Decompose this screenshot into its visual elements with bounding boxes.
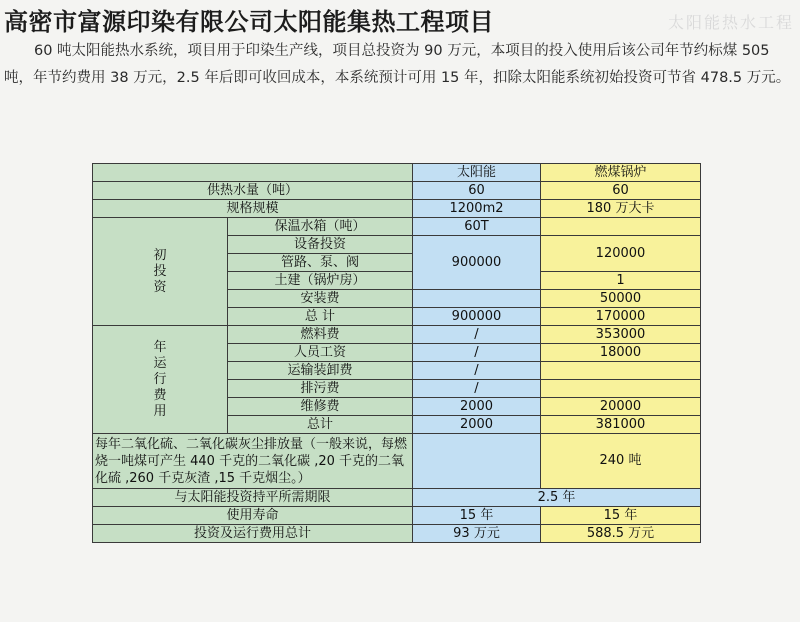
boiler-init-total: 170000	[541, 308, 701, 326]
group-char: 用	[153, 403, 167, 419]
solar-transport: /	[413, 362, 541, 380]
label-repair: 维修费	[228, 398, 413, 416]
solar-labor: /	[413, 344, 541, 362]
boiler-fuel: 353000	[541, 326, 701, 344]
label-transport: 运输装卸费	[228, 362, 413, 380]
label-tank: 保温水箱（吨）	[228, 218, 413, 236]
group-char: 投	[153, 263, 167, 279]
group-char: 年	[153, 339, 167, 355]
label-spec: 规格规模	[93, 200, 413, 218]
solar-sewage: /	[413, 380, 541, 398]
solar-repair: 2000	[413, 398, 541, 416]
header-solar: 太阳能	[413, 164, 541, 182]
row-life	[93, 507, 701, 525]
boiler-run-total: 381000	[541, 416, 701, 434]
initial-investment-group	[93, 218, 228, 326]
annual-running-cost-group	[93, 326, 228, 434]
boiler-supply: 60	[541, 182, 701, 200]
label-fuel: 燃料费	[228, 326, 413, 344]
label-life: 使用寿命	[93, 507, 413, 525]
label-grand-total: 投资及运行费用总计	[93, 525, 413, 543]
label-pipe: 管路、泵、阀	[228, 254, 413, 272]
solar-life: 15 年	[413, 507, 541, 525]
boiler-install: 50000	[541, 290, 701, 308]
label-init-total: 总 计	[228, 308, 413, 326]
boiler-grand-total: 588.5 万元	[541, 525, 701, 543]
group-char: 资	[153, 279, 167, 295]
boiler-equip-pipe: 120000	[541, 236, 701, 272]
comparison-table	[92, 163, 701, 543]
solar-grand-total: 93 万元	[413, 525, 541, 543]
solar-spec: 1200m2	[413, 200, 541, 218]
header-boiler: 燃煤锅炉	[541, 164, 701, 182]
intro-paragraph: 60 吨太阳能热水系统，项目用于印染生产线，项目总投资为 90 万元，本项目的投入使用后该公司年节约标煤 505 吨，年节约费用 38 万元，2.5 年后即可收回成本，本系统预计可用 15 年，扣除太阳能系统初始投资可节省 478.5 万元。	[4, 43, 791, 86]
solar-emission	[413, 434, 541, 489]
label-supply: 供热水量（吨）	[93, 182, 413, 200]
payback-value: 2.5 年	[413, 489, 701, 507]
solar-install	[413, 290, 541, 308]
label-emission: 每年二氧化硫、二氧化碳灰尘排放量（一般来说，每燃烧一吨煤可产生 440 千克的二氧化碳 ,20 千克的二氧化硫 ,260 千克灰渣 ,15 千克烟尘。）	[93, 434, 413, 489]
header-blank-cell	[93, 164, 413, 182]
solar-run-total: 2000	[413, 416, 541, 434]
solar-init-total: 900000	[413, 308, 541, 326]
label-civil: 土建（锅炉房）	[228, 272, 413, 290]
row-supply	[93, 182, 701, 200]
boiler-emission: 240 吨	[541, 434, 701, 489]
boiler-tank	[541, 218, 701, 236]
solar-initial-merged: 900000	[413, 236, 541, 290]
group-char: 费	[153, 387, 167, 403]
label-payback: 与太阳能投资持平所需期限	[93, 489, 413, 507]
boiler-life: 15 年	[541, 507, 701, 525]
faded-header-text: 太阳能热水工程	[667, 13, 794, 32]
solar-fuel: /	[413, 326, 541, 344]
label-install: 安装费	[228, 290, 413, 308]
group-char: 初	[153, 247, 167, 263]
label-sewage: 排污费	[228, 380, 413, 398]
boiler-sewage	[541, 380, 701, 398]
row-emission	[93, 434, 701, 489]
solar-tank: 60T	[413, 218, 541, 236]
boiler-labor: 18000	[541, 344, 701, 362]
group-char: 运	[153, 355, 167, 371]
solar-supply: 60	[413, 182, 541, 200]
row-tank	[93, 218, 701, 236]
boiler-spec: 180 万大卡	[541, 200, 701, 218]
page-title: 高密市富源印染有限公司太阳能集热工程项目	[4, 8, 494, 36]
row-spec	[93, 200, 701, 218]
row-payback	[93, 489, 701, 507]
row-fuel	[93, 326, 701, 344]
group-char: 行	[153, 371, 167, 387]
row-grand-total	[93, 525, 701, 543]
boiler-transport	[541, 362, 701, 380]
label-equip: 设备投资	[228, 236, 413, 254]
label-run-total: 总计	[228, 416, 413, 434]
header-row	[93, 164, 701, 182]
boiler-civil: 1	[541, 272, 701, 290]
boiler-repair: 20000	[541, 398, 701, 416]
label-labor: 人员工资	[228, 344, 413, 362]
